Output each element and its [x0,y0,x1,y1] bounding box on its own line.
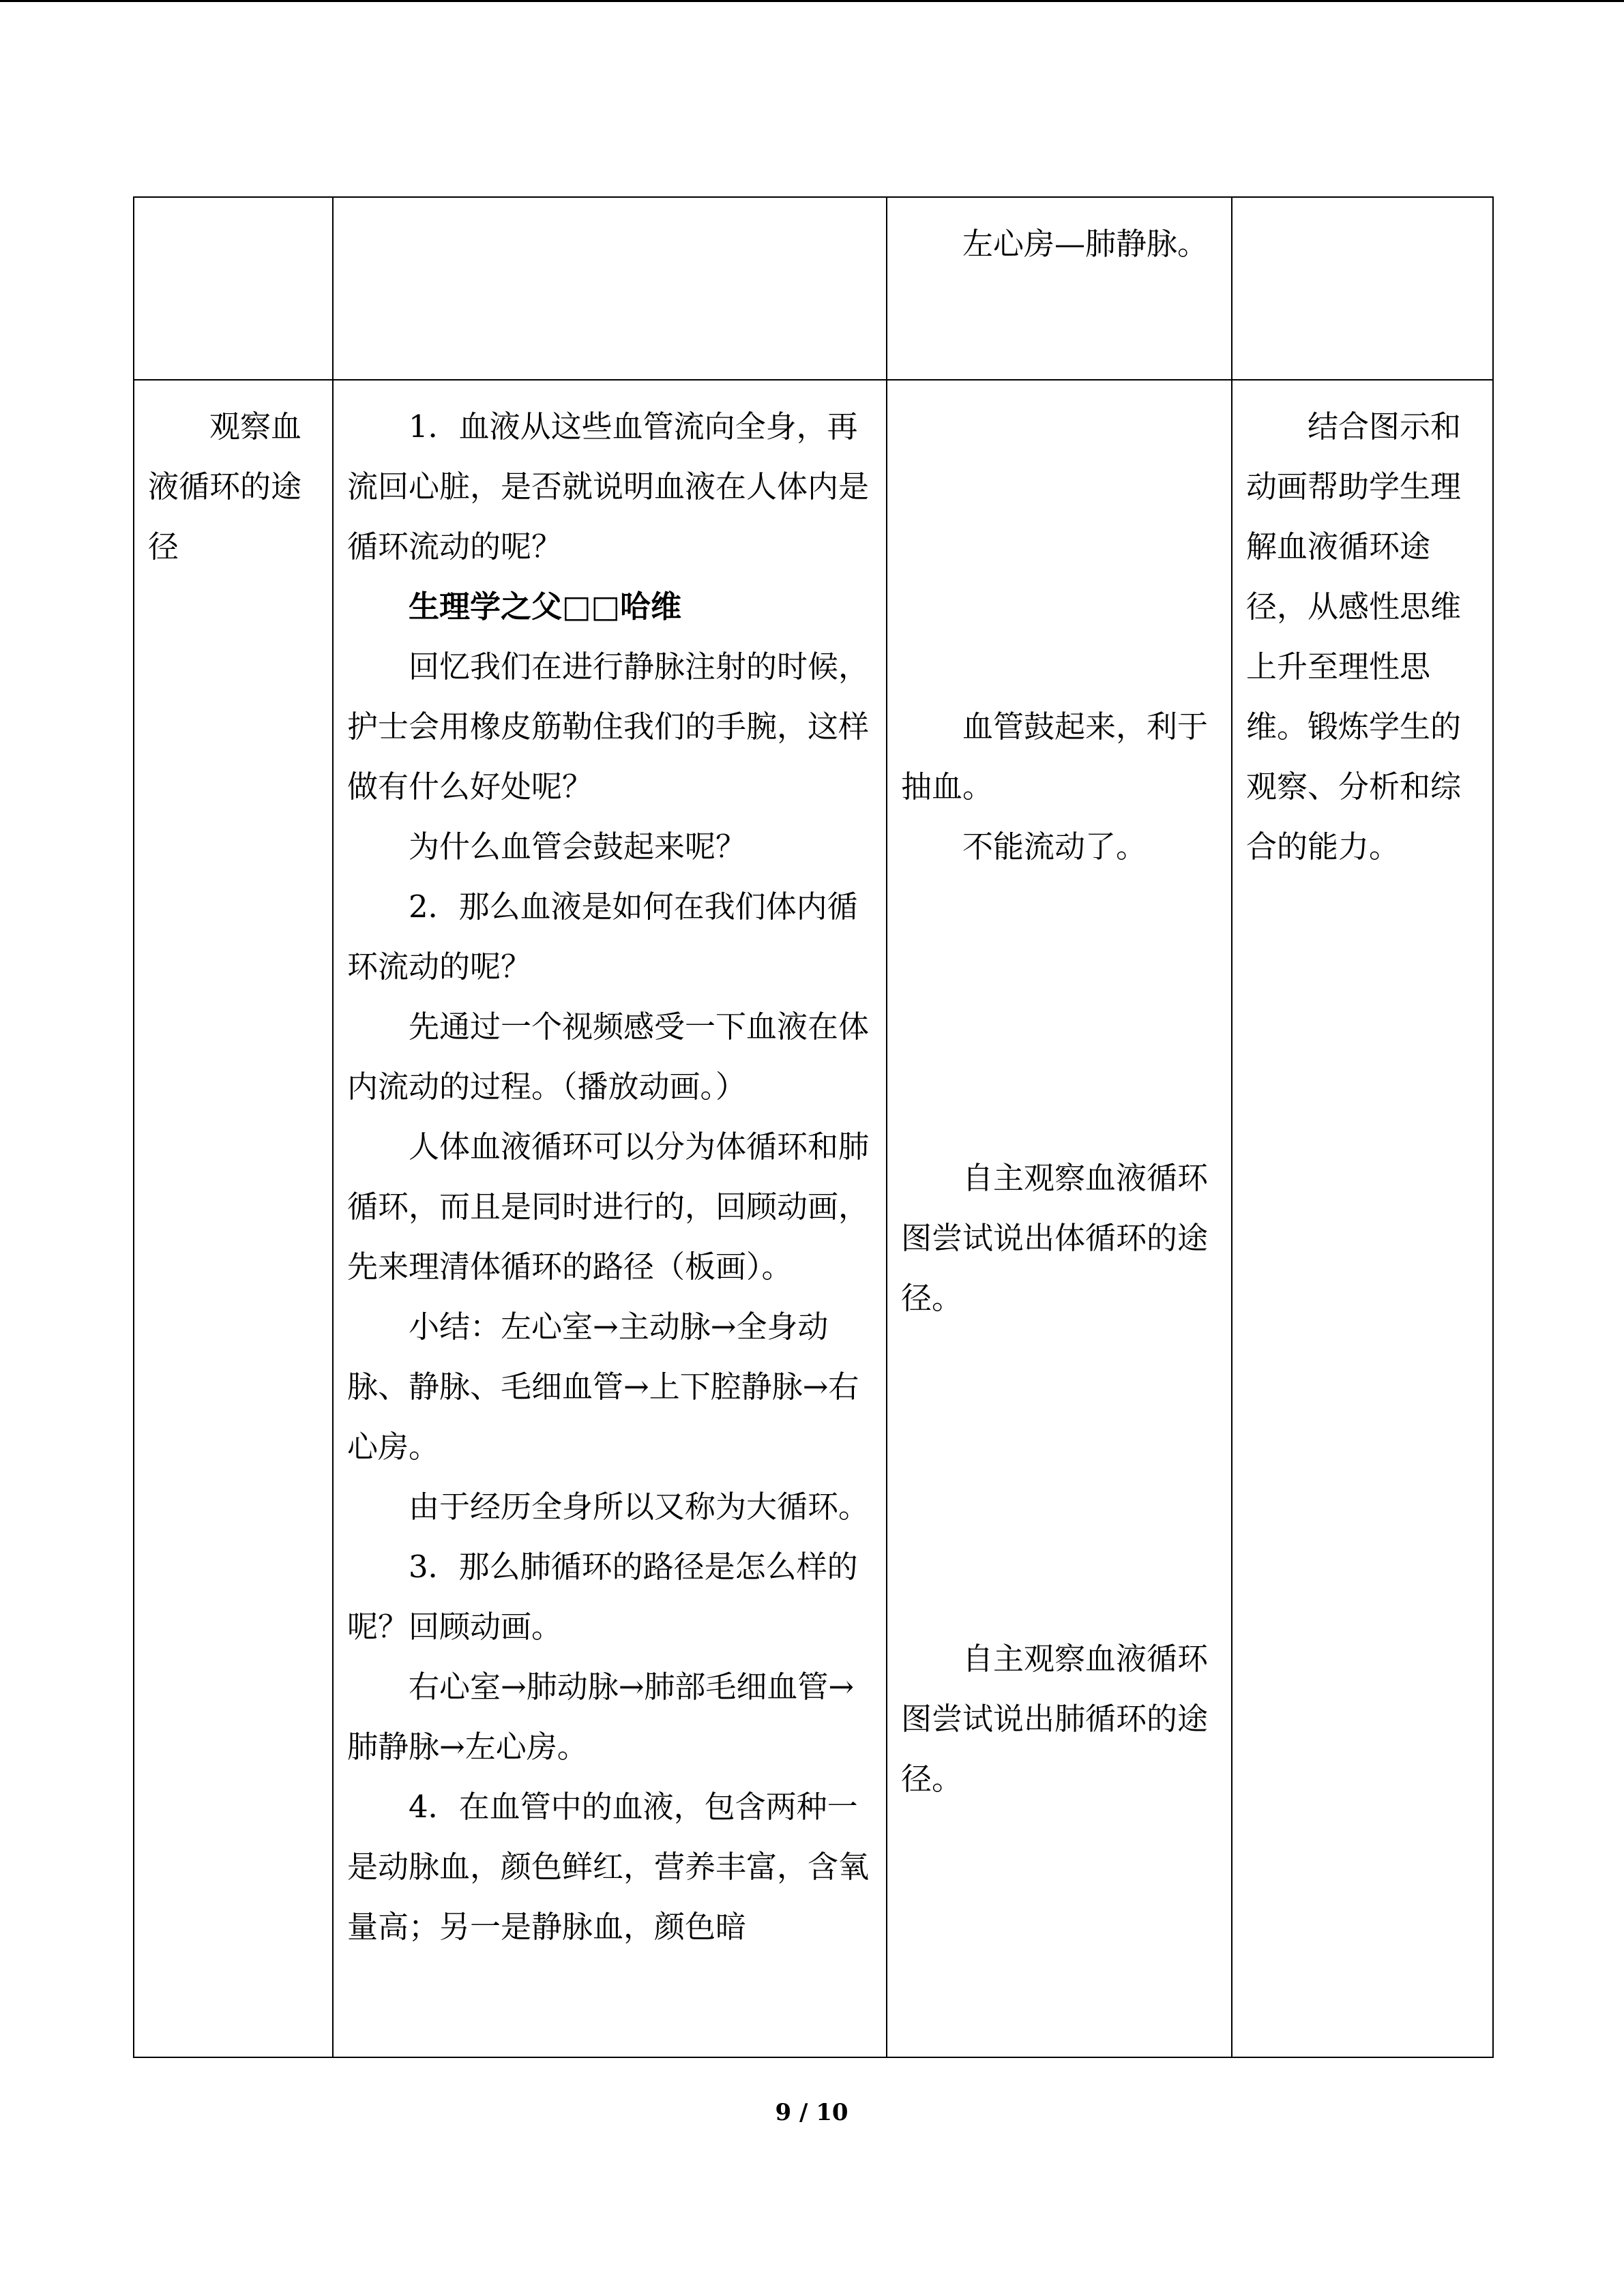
student-activity-text: 左心房—肺静脉。 [962,226,1209,262]
student-paragraph: 血管鼓起来，利于抽血。 [901,709,1209,805]
teacher-paragraph: 1．血液从这些血管流向全身，再流回心脏，是否就说明血液在人体内是循环流动的呢？ [347,408,870,565]
table-row [134,380,1493,2057]
teacher-paragraph: 先通过一个视频感受一下血液在体内流动的过程。（播放动画。） [347,1009,870,1105]
teacher-paragraph: 4．在血管中的血液，包含两种一是动脉血，颜色鲜红，营养丰富，含氧量高；另一是静脉血，颜色暗 [347,1789,870,1945]
student-paragraph: 自主观察血液循环图尝试说出肺循环的途径。 [901,1641,1209,1797]
lesson-plan-table [133,196,1494,2058]
cell-stage [134,380,333,2057]
top-border-line [0,0,1624,2]
teacher-paragraph: 由于经历全身所以又称为大循环。 [409,1489,870,1525]
cell-teacher-activity [333,197,887,380]
cell-teacher-activity [333,380,887,2057]
design-intent-text: 结合图示和动画帮助学生理解血液循环途径，从感性思维上升至理性思维。锻炼学生的观察、分析和综合的能力。 [1246,408,1462,865]
cell-design-intent [1232,380,1493,2057]
teacher-paragraph: 3．那么肺循环的路径是怎么样的呢？回顾动画。 [347,1549,858,1645]
teacher-paragraph: 回忆我们在进行静脉注射的时候，护士会用橡皮筋勒住我们的手腕，这样做有什么好处呢？ [347,648,870,805]
student-paragraph: 自主观察血液循环图尝试说出体循环的途径。 [901,1160,1209,1316]
teacher-paragraph: 2．那么血液是如何在我们体内循环流动的呢？ [347,889,858,985]
page-number: 9 / 10 [775,2099,848,2126]
student-paragraph: 不能流动了。 [962,829,1147,865]
cell-student-activity [887,197,1232,380]
table-row [134,197,1493,380]
stage-title: 观察血液循环的途径 [148,408,302,565]
teacher-heading: 生理学之父□□哈维 [409,588,682,625]
teacher-paragraph: 人体血液循环可以分为体循环和肺循环，而且是同时进行的，回顾动画，先来理清体循环的路径（板画）。 [347,1129,870,1285]
teacher-paragraph: 为什么血管会鼓起来呢？ [409,829,747,865]
cell-design-intent [1232,197,1493,380]
cell-stage [134,197,333,380]
cell-student-activity [887,380,1232,2057]
teacher-paragraph: 右心室→肺动脉→肺部毛细血管→肺静脉→左心房。 [347,1669,855,1765]
teacher-paragraph: 小结：左心室→主动脉→全身动脉、静脉、毛细血管→上下腔静脉→右心房。 [347,1309,859,1465]
